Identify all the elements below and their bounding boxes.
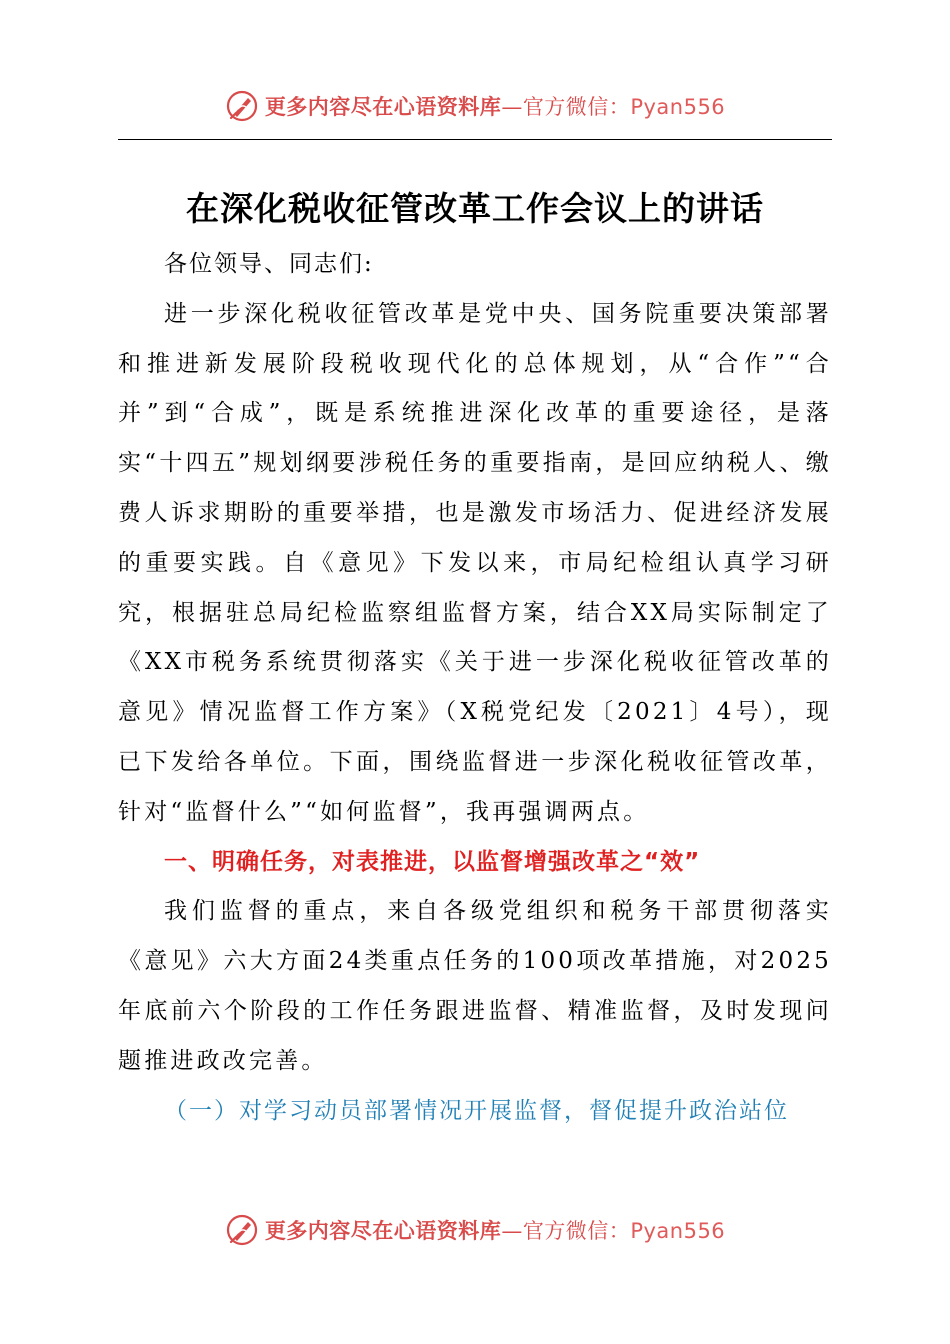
salutation: 各位领导、同志们: xyxy=(164,251,374,277)
banner-text xyxy=(265,91,725,121)
banner-dash: — xyxy=(501,1219,523,1243)
intro-paragraph: 进一步深化税收征管改革是党中央、国务院重要决策部署和推进新发展阶段税收现代化的总体规划，从“合作”“合并”到“合成”，既是系统推进深化改革的重要途径，是落实“十四五”规划纲要涉税任务的重要指南，是回应纳税人、缴费人诉求期盼的重要举措，也是激发市场活力、促进经济发展的重要实践。自《意见》下发以来，市局纪检组认真学习研究，根据驻总局纪检监察组监督方案，结合XX局实际制定了《XX市税务系统贯彻落实《关于进一步深化税收征管改革的意见》情况监督工作方案》（X税党纪发〔2021〕4号），现已下发给各单位。下面，围绕监督进一步深化税收征管改革，针对“监督什么”“如何监督”，我再强调两点。 xyxy=(118,300,832,825)
pen-logo-icon xyxy=(225,1213,259,1247)
section-1-heading: 一、明确任务，对表推进，以监督增强改革之“效” xyxy=(164,848,701,875)
section-1-paragraph: 我们监督的重点，来自各级党组织和税务干部贯彻落实《意见》六大方面24类重点任务的100项改革措施，对2025年底前六个阶段的工作任务跟进监督、精准监督，及时发现问题推进政改完善。 xyxy=(118,898,832,1074)
banner-site-name: 更多内容尽在心语资料库 xyxy=(264,1219,502,1243)
subsection-1-heading: （一）对学习动员部署情况开展监督，督促提升政治站位 xyxy=(164,1097,789,1124)
banner-contact-label: 官方微信： xyxy=(522,1219,631,1243)
banner-contact-label: 官方微信： xyxy=(522,95,631,119)
banner-wechat-id: Pyan556 xyxy=(630,1219,726,1243)
banner-site-name: 更多内容尽在心语资料库 xyxy=(264,95,502,119)
header-banner xyxy=(0,84,950,128)
document-title: 在深化税收征管改革工作会议上的讲话 xyxy=(186,189,764,228)
banner-text xyxy=(265,1215,725,1245)
header-rule xyxy=(118,139,832,140)
banner-dash: — xyxy=(501,95,523,119)
banner-wechat-id: Pyan556 xyxy=(630,95,726,119)
footer-banner xyxy=(0,1208,950,1252)
document-body xyxy=(118,240,832,1136)
pen-logo-icon xyxy=(225,89,259,123)
